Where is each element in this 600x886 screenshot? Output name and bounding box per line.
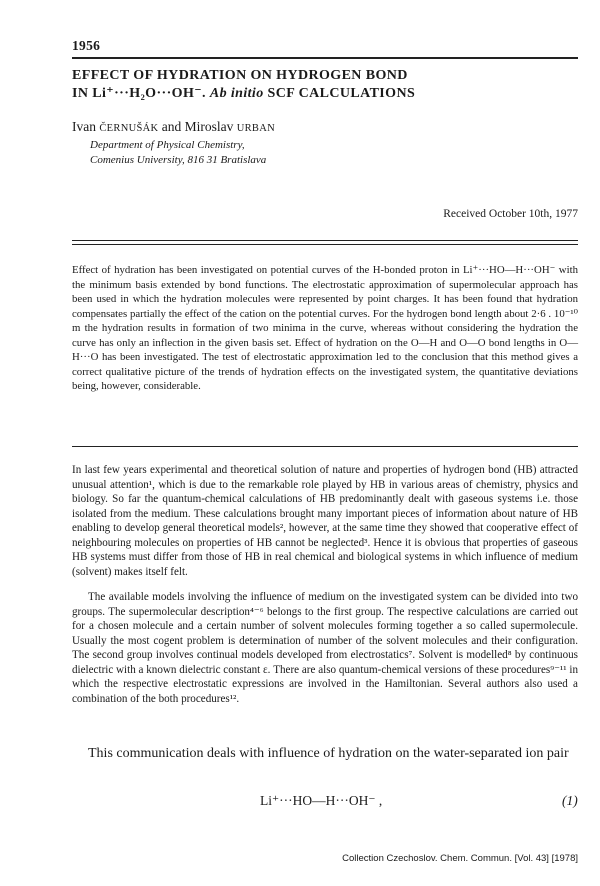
body-paragraph-2: [72, 590, 578, 706]
article-title: [72, 67, 578, 103]
title-ab-initio: Ab initio: [209, 86, 264, 101]
title-line-1: EFFECT OF HYDRATION ON HYDROGEN BOND: [72, 68, 408, 83]
title-formula: IN Li⁺···H₂O···OH⁻.: [72, 86, 206, 101]
author1-last-name: ČERNUŠÁK: [99, 123, 159, 134]
author-line: [72, 119, 275, 135]
author2-last-name: URBAN: [236, 123, 276, 134]
affiliation-university: Comenius University, 816 31 Bratislava: [90, 154, 267, 166]
author2-first-name: Miroslav: [184, 119, 234, 134]
paragraph-3-text: This communication deals with influence of hydration on the water-separated ion pair: [88, 746, 569, 761]
affiliation: [90, 138, 266, 168]
equation-formula: Li⁺···HO—H···OH⁻ ,: [260, 793, 383, 808]
author1-first-name: Ivan: [72, 119, 96, 134]
affiliation-department: Department of Physical Chemistry,: [90, 139, 245, 151]
page-number: 1956: [72, 38, 101, 53]
abstract-bottom-rule: [72, 446, 578, 447]
equation-number: (1): [562, 793, 578, 808]
title-suffix: SCF CALCULATIONS: [267, 86, 416, 101]
abstract-top-rule-inner: [72, 244, 578, 245]
journal-citation: Collection Czechoslov. Chem. Commun. [Vol. 43] [1978]: [342, 853, 578, 864]
received-date: Received October 10th, 1977: [443, 208, 578, 220]
body-paragraph-3: [72, 745, 578, 764]
body-paragraph-1: [72, 463, 578, 579]
author-connector: and: [161, 119, 182, 134]
header-rule: [72, 57, 578, 59]
paragraph-1-text: In last few years experimental and theoretical solution of nature and properties of hydrogen bond (HB) attracted unusual attention¹, which is due to the remarkable role played by HB in various areas of chemistry, physics and biology. So far the quantum-chemical calculations of HB predominantly dealt with gaseous systems i.e. those isolated from the medium. These calculations brought many important pieces of information about nature of HB enabling to develop general theoretical models², however, at the same time they showed that cooperative effect of neighbouring molecules on properties of HB cannot be neglected³. Hence it is obvious that properties of gaseous HB systems must differ from those of HB in real chemical and biological systems in which influence of medium (solvent) makes itself felt.: [72, 464, 578, 578]
abstract-text: Effect of hydration has been investigated on potential curves of the H-bonded proton in Li⁺···HO—H···OH⁻ with the minimum basis extended by bond functions. The electrostatic approximation of supermolecular approach has been used in which the hydration molecules were represented by point charges. It has been found that hydration compensates partially the effect of the cation on the potential curves. For the hydrogen bond length about 2·6 . 10⁻¹⁰ m the hydration results in formation of two minima in the curve, whereas without considering the hydration the curve has only an inflection in the given basis set. Effect of hydration on the O—H and O—O bond lengths in O—H···O has been investigated. The test of electrostatic approximation led to the conclusion that this method gives a correct qualitative picture of the trends of hydration effects on the investigated system, the quantitative deviations being, however, considerable.: [72, 264, 578, 393]
abstract-top-rule: [72, 240, 578, 241]
abstract: [72, 263, 578, 394]
paragraph-2-text: The available models involving the influence of medium on the investigated system can be divided into two groups. The supermolecular description⁴⁻⁶ belongs to the first group. The respective calculations are carried out for a chosen molecule and a certain number of solvent molecules forming together a so called supermolecule. Usually the most cogent problem is determination of number of the solvent molecules and their configuration. The second group involves continual models developed from electrostatics⁷. Solvent is modelled⁸ by continuous dielectric with a known dielectric constant ε. There are also quantum-chemical versions of these procedures⁹⁻¹¹ in which the respective electrostatic expressions are involved in the Hamiltonian. Several authors also used a combination of the both procedures¹².: [72, 591, 578, 705]
title-line-2: [72, 85, 578, 103]
